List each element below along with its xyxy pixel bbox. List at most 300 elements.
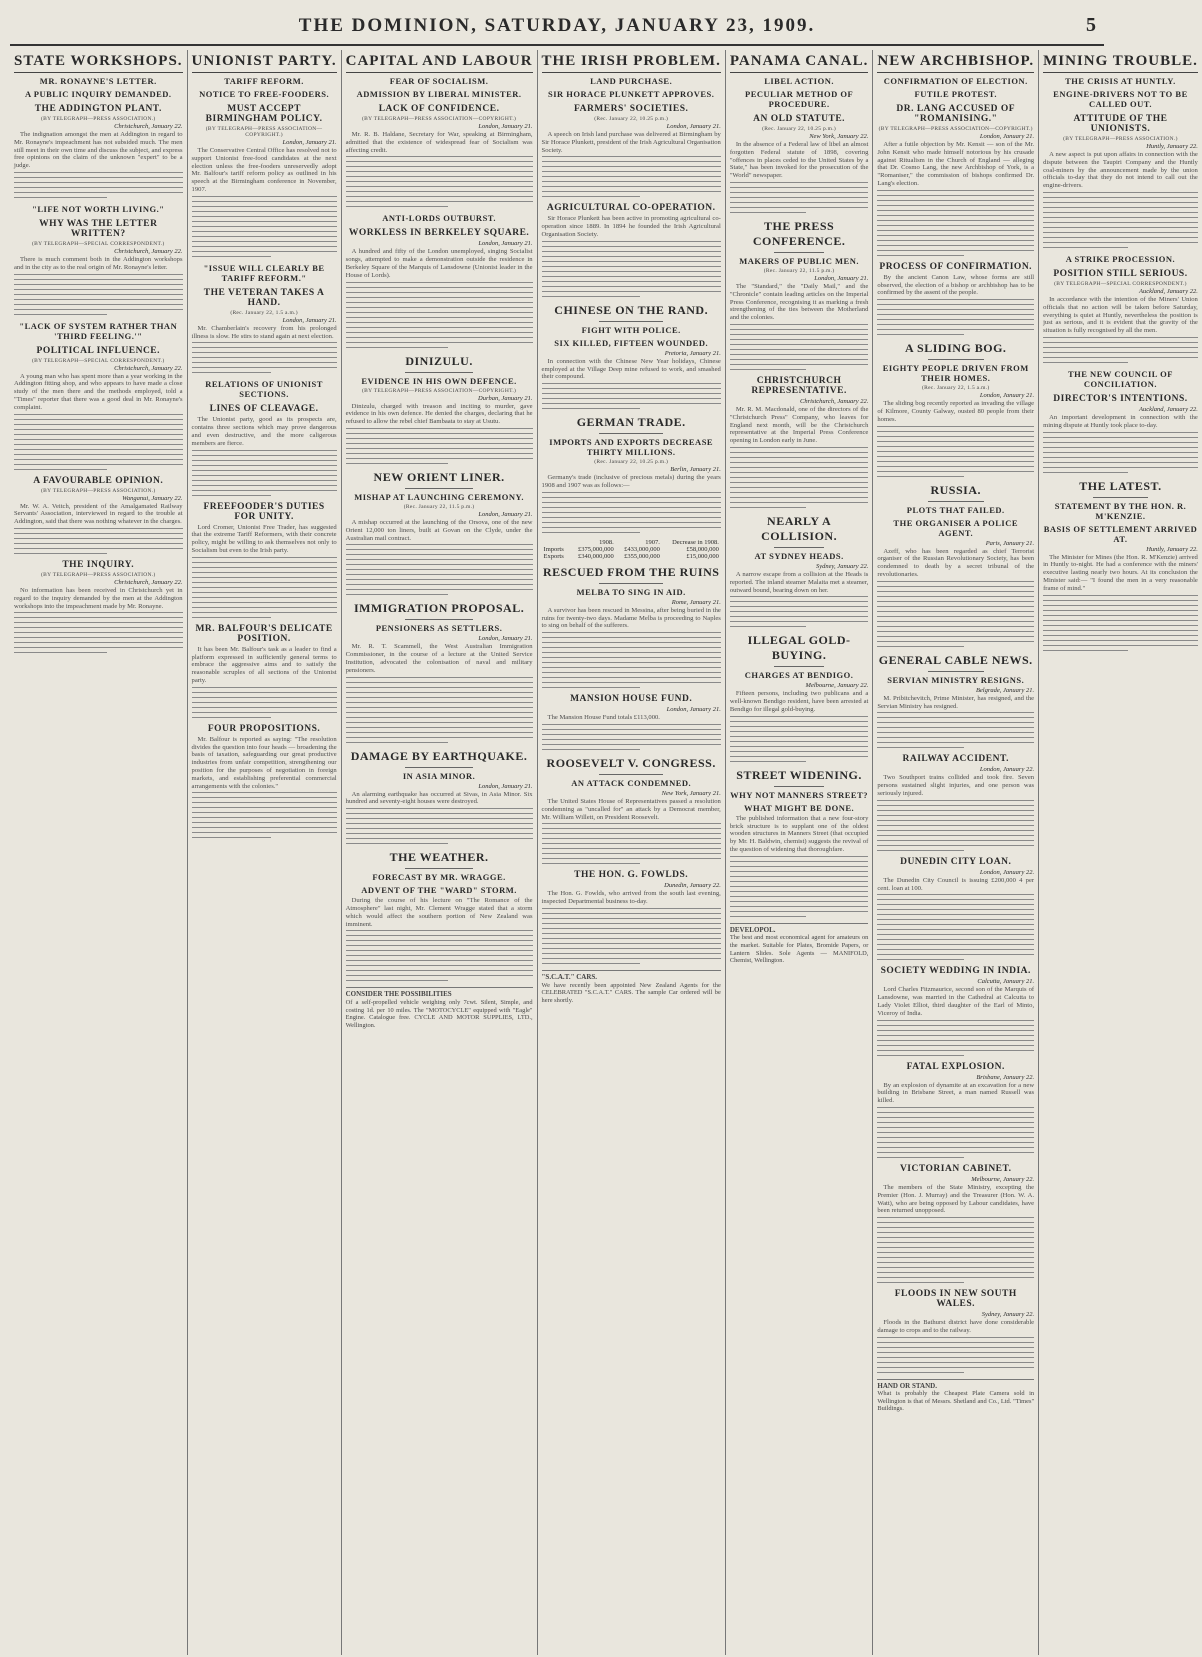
article-body-continuation — [346, 808, 533, 844]
article-body: A survivor has been rescued in Messina, after being buried in the ruins for twenty-two days. Madame Melba is proceeding to Naples to sing on behalf of the sufferers. — [541, 606, 721, 630]
article-body: The United States House of Representatives passed a resolution condemning as "uncalled for" an attack by a Democrat member, Mr. William Willett, on President Roosevelt. — [541, 797, 721, 821]
advertisement — [877, 1379, 1034, 1413]
column-heading: MINING TROUBLE. — [1043, 50, 1198, 73]
article-dateline: Sydney, January 22. — [816, 562, 869, 570]
article — [542, 415, 721, 533]
article-headline: DAMAGE BY EARTHQUAKE. — [350, 748, 528, 763]
article-body: The published information that a new four-story brick structure is to supplant one of the oldest wooden structures in Manners Street (that occupied by Mr. H. Baldwin, chemist) suggests the revival of the question of widening that thoroughfare. — [729, 814, 869, 853]
divider — [774, 252, 824, 253]
article-subheading: WHY NOT MANNERS STREET? — [730, 789, 869, 800]
divider — [928, 671, 984, 672]
article-headline: SOCIETY WEDDING IN INDIA. — [880, 966, 1031, 977]
article-subheading: PECULIAR METHOD OF PROCEDURE. — [745, 89, 854, 109]
article-body: Lord Charles Fitzmaurice, second son of the Marquis of Lansdowne, was married in the Cathedral at Calcutta to Lady Violet Elliot, third daughter of the Earl of Minto, Viceroy of India. — [877, 986, 1035, 1017]
article-dateline: Berlin, January 21. — [670, 466, 721, 474]
article-headline: AGRICULTURAL CO-OPERATION. — [546, 203, 716, 214]
article — [542, 694, 721, 750]
article-credit: (Rec. January 22, 10.25 p.m.) — [594, 116, 669, 122]
article-body-continuation — [730, 182, 869, 213]
table-row — [542, 546, 721, 553]
table-cell: £15,000,000 — [686, 552, 719, 560]
article — [730, 76, 869, 213]
article-headline: THE LATEST. — [1079, 478, 1162, 493]
article-body-continuation — [730, 856, 869, 917]
article-body: Mr. Balfour is reported as saying: "The resolution divides the question into four heads — broadening the basis of taxation, safeguarding our great productive industries from unfair competition, strengthening our position for the purposes of negotiation in foreign markets, and establishing preferential commercial arrangements with the colonies." — [191, 735, 337, 790]
article — [877, 1164, 1034, 1283]
article-body: An important development in connection with the mining dispute at Huntly took place to-day. — [1043, 413, 1198, 429]
article-dateline: London, January 21. — [979, 133, 1035, 140]
divider — [774, 547, 824, 548]
article — [192, 624, 337, 718]
article-dateline: London, January 21. — [478, 635, 533, 643]
article — [877, 1289, 1034, 1373]
divider — [405, 868, 472, 869]
column-3 — [342, 50, 538, 1655]
article-body: The "Standard," the "Daily Mail," and the "Chronicle" contain leading articles on the Imperial Press Conference, recognising it as marking a fresh strengthening of the ties between the Motherland and the colonies. — [729, 282, 869, 322]
article-headline: AN OLD STATUTE. — [753, 114, 846, 124]
article-body-continuation — [192, 196, 337, 257]
article-credit: (BY TELEGRAPH—PRESS ASSOCIATION—COPYRIGHT.) — [205, 126, 323, 138]
table-cell: Exports — [543, 552, 564, 560]
column-heading: NEW ARCHBISHOP. — [877, 50, 1034, 73]
divider — [405, 619, 472, 620]
article-dateline: London, January 21. — [478, 240, 533, 248]
article-subheading: MR. RONAYNE'S LETTER. — [39, 76, 157, 86]
divider — [928, 359, 984, 360]
article-subheading: PENSIONERS AS SETTLERS. — [375, 623, 503, 634]
article-dateline: Rome, January 21. — [671, 598, 721, 606]
article-subheading: LIBEL ACTION. — [764, 76, 834, 86]
article — [14, 321, 183, 470]
divider — [774, 666, 824, 667]
divider — [405, 767, 472, 768]
article-dateline: London, January 21. — [979, 392, 1035, 400]
article-dateline: London, January 21. — [282, 316, 337, 324]
divider — [928, 501, 984, 502]
article-headline: NEW ORIENT LINER. — [373, 469, 505, 484]
advertisement — [542, 970, 721, 1004]
divider — [405, 372, 472, 373]
article-headline: NEARLY A COLLISION. — [761, 513, 838, 543]
article — [730, 768, 869, 917]
article-headline: DIRECTOR'S INTENTIONS. — [1053, 393, 1188, 404]
article-body: The Hon. G. Fowlds, who arrived from the south last evening, inspected Departmental business to-day. — [541, 890, 721, 906]
article-dateline: Huntly, January 22. — [1146, 143, 1198, 150]
article — [542, 76, 721, 197]
article-body-continuation — [346, 544, 533, 595]
article — [1043, 254, 1198, 363]
masthead — [10, 8, 1104, 46]
article-subheading: STATEMENT BY THE HON. R. M'KENZIE. — [1054, 500, 1187, 521]
article-body-continuation — [877, 1337, 1034, 1373]
article-body: By an explosion of dynamite at an excavation for a new building in Brisbane Street, a man named Russell was killed. — [877, 1081, 1035, 1105]
divider — [599, 774, 664, 775]
article-body: The members of the State Ministry, excepting the Premier (Hon. J. Murray) and the Treasurer (Hon. W. A. Watt), who are being opposed by Labour candidates, have been returned unopposed. — [877, 1183, 1035, 1215]
table-header: 1908. — [599, 538, 614, 546]
article-headline: FARMERS' SOCIETIES. — [573, 104, 689, 114]
article-body-continuation — [730, 596, 869, 627]
column-heading: PANAMA CANAL. — [730, 50, 869, 73]
article-headline: A SLIDING BOG. — [905, 341, 1007, 356]
table-cell: £433,000,000 — [624, 545, 660, 553]
article-body: Mr. R. T. Scammell, the West Australian Immigration Commissioner, in the course of a lecture at the United Service Institution, advocated the colonisation of naval and military pensioners. — [345, 643, 533, 674]
article-headline: DR. LANG ACCUSED OF "ROMANISING." — [896, 104, 1016, 124]
column-2 — [188, 50, 342, 1655]
article-subheading: WHAT MIGHT BE DONE. — [744, 802, 855, 813]
article-body: No information has been received in Christchurch yet in regard to the inquiry demanded by the men at the Addington workshops into the impeachment made by Mr. Ronayne. — [14, 586, 183, 610]
article-headline: ATTITUDE OF THE UNIONISTS. — [1073, 114, 1168, 134]
article — [877, 262, 1034, 335]
divider — [599, 583, 664, 584]
article-body-continuation — [346, 282, 533, 348]
article-body-continuation — [1043, 595, 1198, 651]
table-cell: £355,000,000 — [624, 552, 660, 560]
article-subheading: A STRIKE PROCESSION. — [1065, 253, 1176, 264]
article — [877, 341, 1034, 476]
article-body-continuation — [14, 528, 183, 554]
article-dateline: Auckland, January 22. — [1138, 287, 1198, 295]
advertisement-text: The best and most economical agent for amateurs on the market. Suitable for Plates, Bromide Papers, or Lantern Slides. Sole Agents — MANIFOLD, Chemist, Wellington. — [729, 934, 869, 965]
article-body-continuation — [730, 447, 869, 508]
article-headline: RESCUED FROM THE RUINS — [542, 564, 720, 579]
article-body-continuation — [192, 792, 337, 838]
advertisement-text: We have recently been appointed New Zealand Agents for the CELEBRATED "S.C.A.T." CARS. The sample Car ordered will be here shortly. — [541, 981, 721, 1004]
article-body: By the ancient Canon Law, whose forms are still observed, the election of a bishop or archbishop has to be confirmed by the assent of the people. — [877, 273, 1035, 297]
article-body: The Dunedin City Council is issuing £200,000 4 per cent. loan at 100. — [877, 876, 1035, 892]
table-cell: £375,000,000 — [578, 545, 614, 553]
article-body-continuation — [877, 894, 1034, 960]
article — [192, 263, 337, 374]
article-subheading: MELBA TO SING IN AID. — [576, 586, 686, 597]
article-body: The Conservative Central Office has resolved not to support Unionist free-food candidates at the next election unless the free-fooders unreservedly adopt Mr. Balfour's tariff reform policy as outlined in his speech at the Birmingham conference in November, 1907. — [191, 147, 337, 193]
article — [346, 749, 533, 845]
article-dateline: Brisbane, January 22. — [976, 1073, 1035, 1081]
article-subheading: MISHAP AT LAUNCHING CEREMONY. — [354, 491, 524, 502]
columns — [10, 50, 1198, 1655]
article-dateline: Paris, January 21. — [985, 539, 1035, 547]
article-subheading: EVIDENCE IN HIS OWN DEFENCE. — [361, 375, 517, 386]
article-subheading: BASIS OF SETTLEMENT ARRIVED AT. — [1043, 523, 1198, 544]
article-credit: (Rec. January 22, 10.25 p.m.) — [594, 459, 669, 466]
article-body: After a futile objection by Mr. Kensit — son of the Mr. John Kensit who made himself notorious by his crusade against Ritualism in the Church of England — alleging that Dr. Cosmo Lang, the new Archbishop of York, is a "Romaniser," the commission of bishops confirmed Dr. Lang's election. — [877, 141, 1035, 187]
article-body-continuation — [877, 712, 1034, 748]
article-credit: (Rec. January 22, 11.5 p.m.) — [763, 267, 835, 274]
article-dateline: Christchurch, January 22. — [114, 123, 183, 130]
article-headline: STREET WIDENING. — [736, 767, 862, 782]
article-headline: WHY WAS THE LETTER WRITTEN? — [39, 218, 158, 239]
article-body: Mr. R. M. Macdonald, one of the directors of the "Christchurch Press" Company, who leaves for England next month, will be the Christchurch representative at the Imperial Press Conference opening in London early in June. — [729, 405, 869, 445]
article-body: It has been Mr. Balfour's task as a leader to find a platform expressed in sufficiently general terms to embrace the aggressive aims and to satisfy the reasonable scruples of all sections of the Unionist party. — [191, 645, 337, 684]
article-headline: GERMAN TRADE. — [576, 415, 686, 430]
article-body-continuation — [1043, 432, 1198, 473]
advertisement-title: DEVELOPOL. — [729, 925, 776, 934]
column-5 — [726, 50, 874, 1655]
advertisement-title: "S.C.A.T." CARS. — [541, 972, 598, 981]
article-headline: CHRISTCHURCH REPRESENTATIVE. — [751, 375, 847, 396]
article — [14, 476, 183, 554]
article — [192, 724, 337, 839]
article-headline: MANSION HOUSE FUND. — [570, 694, 693, 705]
article-subheading: FEAR OF SOCIALISM. — [389, 76, 489, 86]
article-credit: (BY TELEGRAPH—PRESS ASSOCIATION—COPYRIGHT.) — [362, 387, 517, 394]
article-credit: (BY TELEGRAPH—PRESS ASSOCIATION.) — [40, 571, 156, 578]
article-body-continuation — [730, 716, 869, 762]
article-body-continuation — [877, 190, 1034, 256]
article-headline: GENERAL CABLE NEWS. — [878, 652, 1033, 667]
article — [542, 870, 721, 964]
article-headline: ILLEGAL GOLD-BUYING. — [747, 633, 851, 663]
article-subheading: A PUBLIC INQUIRY DEMANDED. — [25, 89, 172, 99]
article — [1043, 76, 1198, 248]
article-headline: THE INQUIRY. — [62, 559, 135, 570]
article-subheading: RELATIONS OF UNIONIST SECTIONS. — [205, 379, 323, 400]
article-body-continuation — [877, 581, 1034, 647]
article-dateline: London, January 22. — [979, 766, 1035, 774]
article-body: A speech on Irish land purchase was delivered at Birmingham by Sir Horace Plunkett, president of the Irish Agricultural Organisation Society. — [541, 131, 721, 154]
article — [730, 376, 869, 508]
article-credit: (Rec. January 22, 11.5 p.m.) — [403, 503, 475, 510]
article-dateline: London, January 21. — [666, 706, 721, 714]
article-headline: FATAL EXPLOSION. — [906, 1061, 1005, 1072]
article-body: Azeff, who has been regarded as chief Terrorist organiser of the Russian Revolutionary Society, has been condemned to death by a secret tribunal of the revolutionaries. — [877, 547, 1035, 578]
article-body: A hundred and fifty of the London unemployed, singing Socialist songs, attempted to make a demonstration outside the residence in Berkeley Square of the Marquis of Lansdowne (Unionist leader in the House of Lords). — [345, 248, 533, 279]
article-subheading: FUTILE PROTEST. — [914, 89, 997, 99]
article-body-continuation — [346, 930, 533, 981]
article-credit: (BY TELEGRAPH—PRESS ASSOCIATION.) — [1063, 136, 1178, 142]
article-subheading: TARIFF REFORM. — [224, 76, 304, 86]
article — [542, 565, 721, 688]
article-headline: ROOSEVELT V. CONGRESS. — [546, 755, 716, 770]
article-headline: MR. BALFOUR'S DELICATE POSITION. — [195, 623, 333, 644]
article-dateline: New York, January 22. — [809, 133, 869, 140]
article-body: During the course of his lecture on "The Romance of the Atmosphere" last night, Mr. Clement Wragge stated that a storm which would affect the southern portion of New Zealand was imminent. — [345, 897, 533, 928]
article — [877, 754, 1034, 850]
article-headline: DINIZULU. — [405, 353, 473, 368]
article-subheading: AN ATTACK CONDEMNED. — [571, 777, 692, 788]
article-body-continuation — [730, 324, 869, 370]
advertisement — [730, 923, 869, 965]
article-subheading: IMPORTS AND EXPORTS DECREASE THIRTY MILLIONS. — [549, 437, 714, 458]
article-dateline: Auckland, January 22. — [1138, 405, 1198, 413]
article-body: A young man who has spent more than a year working in the Addington fitting shop, and who appears to have made a close study of the men there and the methods employed, told a "Times" reporter that there was a good deal in Mr. Ronayne's complaint. — [14, 372, 183, 411]
article-body-continuation — [14, 414, 183, 470]
article-body-continuation — [877, 1020, 1034, 1056]
article-headline: LACK OF CONFIDENCE. — [378, 104, 500, 114]
article-body-continuation — [192, 450, 337, 496]
article — [877, 966, 1034, 1055]
article-body-continuation — [346, 677, 533, 743]
article-subheading: LAND PURCHASE. — [590, 76, 673, 86]
column-heading: THE IRISH PROBLEM. — [542, 50, 721, 73]
article — [346, 213, 533, 347]
article-credit: (BY TELEGRAPH—SPECIAL CORRESPONDENT.) — [1054, 280, 1187, 287]
article-credit: (BY TELEGRAPH—SPECIAL CORRESPONDENT.) — [31, 240, 165, 247]
article-subheading: IN ASIA MINOR. — [402, 770, 476, 781]
article-body: In connection with the Chinese New Year holidays, Chinese employed at the Village Deep mine refused to work, and smashed their compound. — [541, 357, 721, 381]
article — [730, 219, 869, 370]
article-dateline: London, January 22. — [979, 868, 1035, 876]
article-body-continuation — [346, 428, 533, 464]
article-headline: PROCESS OF CONFIRMATION. — [879, 261, 1033, 272]
advertisement-title: HAND OR STAND. — [877, 1381, 937, 1390]
article-headline: FLOODS IN NEW SOUTH WALES. — [894, 1289, 1017, 1310]
article — [877, 1062, 1034, 1158]
masthead-title: THE DOMINION, SATURDAY, JANUARY 23, 1909. — [298, 15, 816, 36]
article-dateline: London, January 21. — [478, 510, 533, 518]
article-body-continuation — [542, 724, 721, 750]
article-subheading: PLOTS THAT FAILED. — [906, 504, 1005, 515]
article-body: Mr. W. A. Veitch, president of the Amalgamated Railway Servants' Association, interviewed in regard to the trouble at Addington, said that there was nothing whatever in the charges. — [14, 502, 183, 526]
article — [14, 560, 183, 653]
article — [346, 601, 533, 742]
article-body-continuation — [346, 156, 533, 207]
article-headline: CHINESE ON THE RAND. — [554, 302, 709, 317]
article — [192, 379, 337, 495]
article-credit: (BY TELEGRAPH—PRESS ASSOCIATION.) — [40, 116, 156, 122]
article — [730, 633, 869, 761]
article-body-continuation — [877, 1217, 1034, 1283]
article-subheading: CHARGES AT BENDIGO. — [744, 670, 854, 681]
article-subheading: ADMISSION BY LIBERAL MINISTER. — [356, 89, 522, 99]
article-subheading: SIR HORACE PLUNKETT APPROVES. — [547, 89, 715, 99]
article-subheading: CONFIRMATION OF ELECTION. — [883, 76, 1028, 86]
article — [192, 76, 337, 257]
article-headline: POLITICAL INFLUENCE. — [36, 345, 161, 356]
article-credit: (BY TELEGRAPH—SPECIAL CORRESPONDENT.) — [31, 357, 165, 364]
column-1 — [10, 50, 188, 1655]
article — [877, 653, 1034, 749]
article — [542, 756, 721, 864]
article-headline: DUNEDIN CITY LOAN. — [900, 856, 1012, 867]
article-dateline: Christchurch, January 22. — [114, 578, 183, 586]
article — [730, 514, 869, 627]
article-body-continuation — [542, 823, 721, 864]
article-body: The sliding bog recently reported as invading the village of Kilmore, County Galway, ousted 80 people from their homes. — [877, 400, 1035, 423]
article-body-continuation — [542, 908, 721, 964]
article — [877, 483, 1034, 647]
article-headline: THE VETERAN TAKES A HAND. — [203, 287, 325, 308]
article — [14, 76, 183, 198]
article-subheading: ADVENT OF THE "WARD" STORM. — [361, 885, 517, 896]
article-body-continuation — [877, 299, 1034, 335]
article-body: A narrow escape from a collision at the Heads is reported. The inland steamer Malaita met a steamer, outward bound, bearing down on her. — [729, 570, 869, 594]
column-7 — [1039, 50, 1202, 1655]
article-subheading: FORECAST BY MR. WRAGGE. — [372, 872, 506, 883]
article-body: In accordance with the intention of the Miners' Union officials that no action will be taken before Saturday, everything is quiet at Huntly, nevertheless the position is just as serious, and it is evident that the gravity of the situation is fully recognised by all the men. — [1043, 295, 1198, 335]
article-dateline: London, January 21. — [478, 782, 533, 790]
article-body: Lord Cromer, Unionist Free Trader, has suggested that the extreme Tariff Reformers, with their concrete policy, might be willing to ask themselves not only to Socialism but even to the Irish party. — [191, 523, 337, 554]
article-body-continuation — [542, 383, 721, 409]
table-header — [542, 539, 570, 546]
article-body-continuation — [192, 557, 337, 618]
article-dateline: Melbourne, January 22. — [805, 682, 869, 690]
article — [1043, 479, 1198, 651]
article-dateline: London, January 21. — [814, 274, 869, 282]
table-cell: Imports — [543, 545, 564, 553]
article-body: Fifteen persons, including two publicans and a well-known Bendigo resident, have been arrested at Bendigo for illegal gold-buying. — [729, 690, 869, 713]
divider — [1093, 497, 1149, 498]
article-body-continuation — [14, 172, 183, 198]
divider — [599, 321, 664, 322]
article-subheading: "LIFE NOT WORTH LIVING." — [32, 203, 165, 214]
article — [346, 354, 533, 464]
table-cell: £340,000,000 — [578, 552, 614, 560]
article-dateline: Pretoria, January 21. — [664, 349, 721, 357]
article-body-continuation — [14, 612, 183, 653]
trade-table — [542, 539, 721, 560]
article — [542, 303, 721, 409]
article-body: The indignation amongst the men at Addington in regard to Mr. Ronayne's impeachment has not subsided much. The men still meet in their own time and discuss the subject, and express free opinions on the claim of the unknown "expert" to be a judge. — [14, 131, 183, 170]
article-subheading: ENGINE-DRIVERS NOT TO BE CALLED OUT. — [1053, 89, 1188, 109]
advertisement-text: What is probably the Cheapest Plate Camera sold in Wellington is that of Messrs. Shetland and Co., Ltd. "Times" Buildings. — [877, 1390, 1035, 1413]
article-subheading: "LACK OF SYSTEM RATHER THAN 'THIRD FEELING.'" — [19, 320, 178, 341]
article-body-continuation — [542, 241, 721, 297]
article-headline: A FAVOURABLE OPINION. — [33, 475, 164, 486]
article-headline: THE PRESS CONFERENCE. — [752, 218, 846, 248]
page-number: 5 — [1086, 14, 1096, 36]
article-body-continuation — [542, 156, 721, 197]
article-dateline: Calcutta, January 21. — [977, 978, 1035, 986]
article — [346, 850, 533, 981]
article-subheading: THE CRISIS AT HUNTLY. — [1065, 76, 1176, 86]
article-credit: (BY TELEGRAPH—PRESS ASSOCIATION.) — [40, 487, 156, 494]
article-headline: VICTORIAN CABINET. — [899, 1163, 1012, 1174]
article — [877, 76, 1034, 256]
article-body-continuation — [192, 342, 337, 373]
article-headline: LINES OF CLEAVAGE. — [209, 404, 319, 415]
article-body: Mr. Chamberlain's recovery from his prolonged illness is slow. He stirs to stand again at next election. — [191, 324, 337, 340]
column-heading: STATE WORKSHOPS. — [14, 50, 183, 73]
article — [542, 203, 721, 296]
article-body-continuation — [1043, 192, 1198, 248]
article-headline: THE ADDINGTON PLANT. — [34, 104, 162, 114]
article-headline: RAILWAY ACCIDENT. — [902, 754, 1009, 765]
article-body-continuation — [877, 800, 1034, 851]
article-dateline: London, January 21. — [666, 123, 721, 130]
table-row — [542, 553, 721, 560]
article-credit: (Rec. January 22, 1.5 a.m.) — [230, 309, 298, 316]
article-credit: (Rec. January 22, 10.25 p.m.) — [762, 126, 837, 132]
article-dateline: Huntly, January 22. — [1146, 545, 1198, 553]
article — [346, 76, 533, 207]
article-headline: IMMIGRATION PROPOSAL. — [353, 601, 525, 616]
article-dateline: London, January 21. — [478, 123, 533, 130]
divider — [774, 786, 824, 787]
article-headline: POSITION STILL SERIOUS. — [1053, 268, 1188, 279]
table-header: 1907. — [645, 538, 660, 546]
article-headline: THE HON. G. FOWLDS. — [574, 870, 689, 881]
article-body: A mishap occurred at the launching of the Orsova, one of the new Orient 12,000 ton liners, built at Govan on the Clyde, under the Australian mail contract. — [345, 518, 533, 542]
article — [877, 857, 1034, 961]
divider — [405, 488, 472, 489]
article-body: M. Pribitchevitch, Prime Minister, has resigned, and the Servian Ministry has resigned. — [877, 694, 1035, 710]
advertisement — [346, 987, 533, 1029]
article-subheading: FIGHT WITH POLICE. — [581, 324, 681, 335]
article-dateline: Melbourne, January 22. — [971, 1175, 1035, 1183]
article-body: Mr. R. B. Haldane, Secretary for War, speaking at Birmingham, admitted that the existence of widespread fear of Socialism was affecting credit. — [345, 131, 533, 154]
article-body: The Unionist party, good as its prospects are, contains three sections which may prove dangerous and even destructive, and the more caligerous members are fierce. — [191, 416, 337, 447]
column-6 — [873, 50, 1039, 1655]
article-body-continuation — [542, 492, 721, 533]
table-header: Decrease in 1908. — [672, 538, 719, 546]
article-body-continuation — [1043, 337, 1198, 363]
article-headline: THE WEATHER. — [389, 850, 489, 865]
article-dateline: Dunedin, January 22. — [664, 882, 721, 890]
article-body: Floods in the Bathurst district have done considerable damage to crops and to the railway. — [877, 1319, 1035, 1334]
article-dateline: Belgrade, January 21. — [975, 686, 1035, 694]
article-body: A new aspect is put upon affairs in connection with the dispute between the Taupiri Company and the Huntly coal-miners by the announcement made by the union officials to-day that they do not intend to call out the engine-drivers. — [1043, 151, 1198, 190]
article-subheading: NOTICE TO FREE-FOODERS. — [199, 89, 330, 99]
